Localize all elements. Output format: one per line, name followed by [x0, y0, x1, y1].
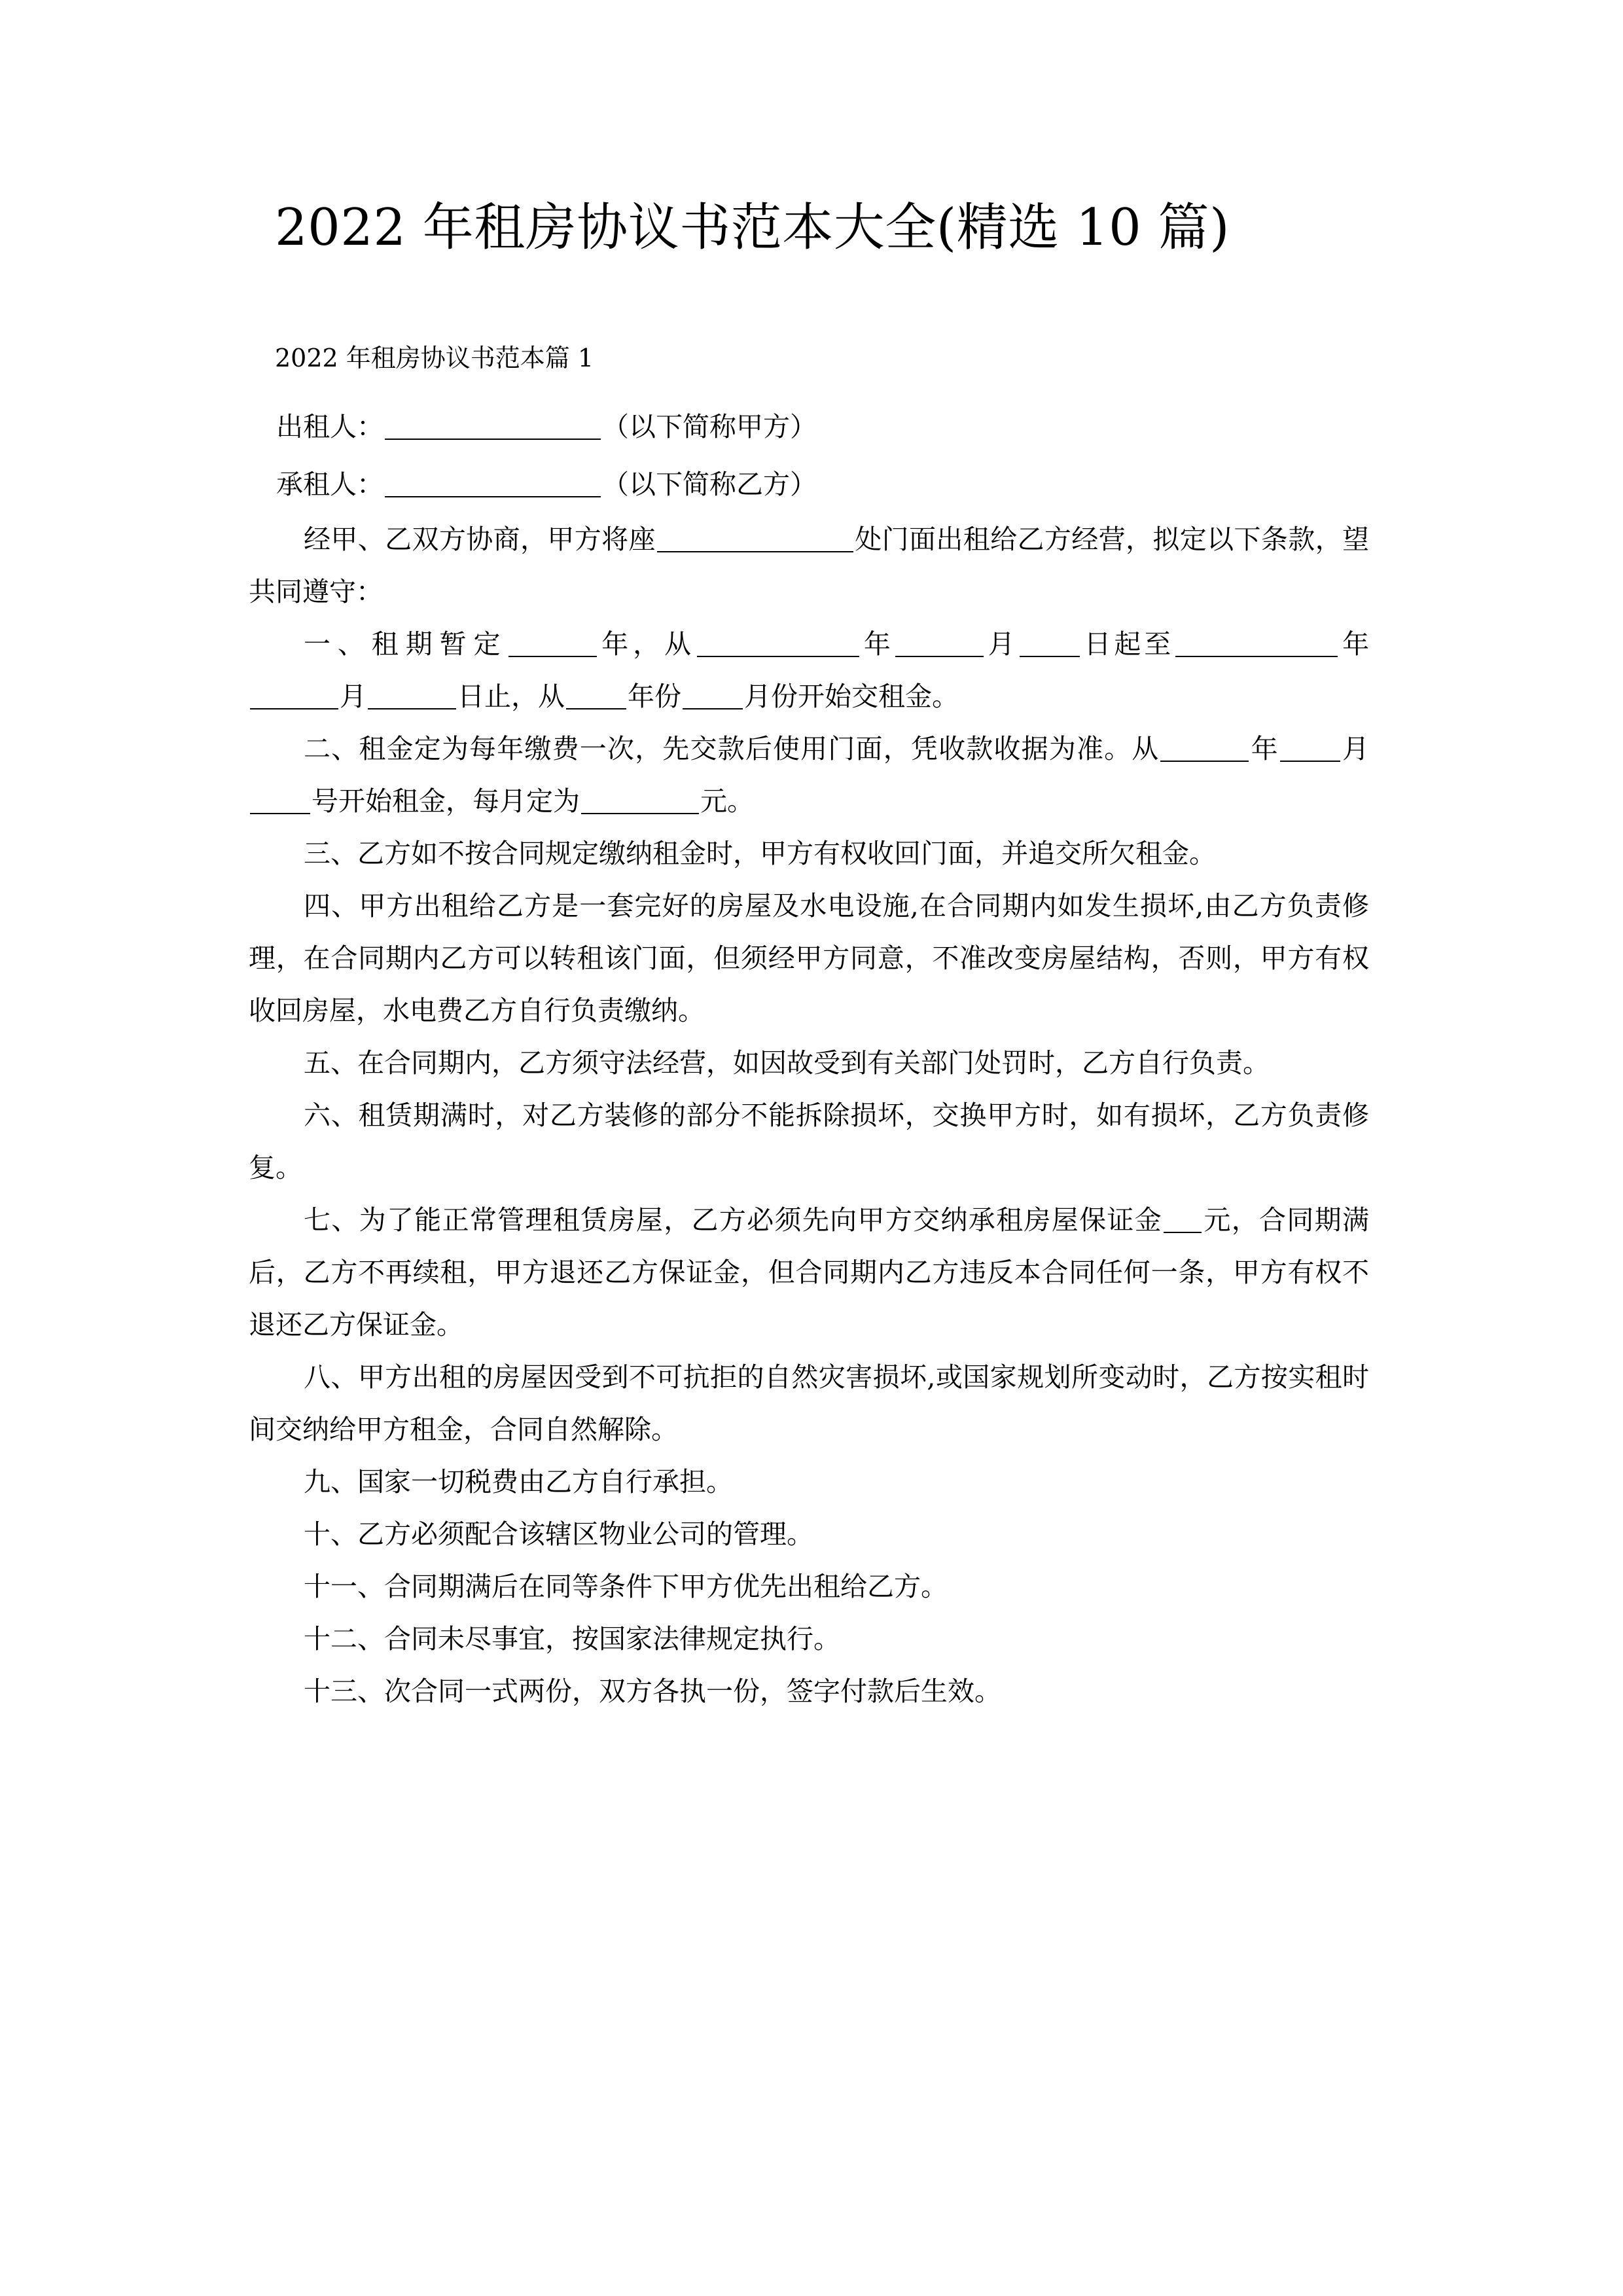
clause-10-text: 乙方必须配合该辖区物业公司的管理。: [357, 1518, 813, 1550]
clause-11-text: 合同期满后在同等条件下甲方优先出租给乙方。: [384, 1571, 948, 1602]
lessor-suffix: （以下简称甲方）: [602, 411, 817, 442]
clause-5: [249, 1037, 1369, 1089]
clause-4-number: 四、: [304, 890, 359, 922]
clause-1-part-0: 租期暂定: [371, 628, 508, 660]
clause-1-part-6: 月: [340, 681, 366, 712]
clause-12-number: 十二、: [304, 1623, 384, 1655]
clause-1-blank-end-month: [250, 682, 338, 709]
clause-1-number: 一、: [304, 628, 372, 660]
clause-2-part-4: 元。: [700, 785, 754, 817]
clause-1-part-5: 年: [1339, 628, 1370, 660]
clause-1-blank-pay-month: [683, 682, 743, 709]
clause-7-part-0: 为了能正常管理租赁房屋，乙方必须先向甲方交纳承租房屋保证金: [359, 1204, 1163, 1236]
clause-1-part-3: 月: [984, 628, 1018, 660]
lessor-blank: [385, 412, 601, 440]
clause-1-part-2: 年: [860, 628, 894, 660]
clause-2-part-0: 租金定为每年缴费一次，先交款后使用门面，凭收款收据为准。从: [359, 733, 1160, 764]
clause-13-text: 次合同一式两份，双方各执一份，签字付款后生效。: [384, 1676, 1001, 1707]
clause-8: [249, 1351, 1369, 1456]
preamble-text-c: 拟定以下条款，望共同遵守：: [249, 524, 1369, 607]
clause-1-blank-start-day: [1020, 630, 1080, 657]
clause-6: [249, 1089, 1369, 1194]
clause-12-text: 合同未尽事宜，按国家法律规定执行。: [384, 1623, 840, 1655]
preamble-text-a: 经甲、乙双方协商，甲方将座: [304, 524, 656, 555]
clause-1-blank-years: [508, 630, 597, 657]
clause-3: [249, 827, 1369, 880]
clause-9-number: 九、: [304, 1466, 357, 1498]
lessee-suffix: （以下简称乙方）: [602, 469, 817, 500]
clause-13: [249, 1665, 1369, 1717]
clause-2-part-1: 年: [1250, 733, 1279, 764]
clause-7: [249, 1194, 1369, 1351]
clause-2-blank-month: [1280, 734, 1340, 762]
clause-2-blank-amount: [581, 787, 699, 814]
clause-7-blank-deposit: [1164, 1206, 1202, 1233]
clause-2-blank-day: [250, 787, 310, 814]
clause-3-text: 乙方如不按合同规定缴纳租金时，甲方有权收回门面，并追交所欠租金。: [357, 838, 1216, 869]
lessee-line: [249, 456, 1369, 513]
clause-1-part-7: 日止，从: [457, 681, 565, 712]
clause-4: [249, 880, 1369, 1037]
clause-10: [249, 1508, 1369, 1560]
preamble-paragraph: [249, 513, 1369, 618]
clause-9-text: 国家一切税费由乙方自行承担。: [357, 1466, 733, 1498]
clause-1-part-9: 月份开始交租金。: [744, 681, 959, 712]
clause-13-number: 十三、: [304, 1676, 384, 1707]
clause-2-part-2: 月: [1341, 733, 1370, 764]
clause-9: [249, 1456, 1369, 1508]
lessee-label: 承租人：: [276, 469, 383, 500]
clause-1-part-1: 年，从: [598, 628, 696, 660]
clause-1-part-4: 日起至: [1080, 628, 1175, 660]
clause-7-part-1: 元，合同期满后，乙方不再续租，甲方退还乙方保证金，但合同期内乙方违反本合同任何一条，甲方有权不退还乙方保证金。: [249, 1204, 1370, 1340]
clause-1-blank-start-year: [697, 630, 859, 657]
clause-1-blank-end-day: [368, 682, 456, 709]
lessor-label: 出租人：: [276, 411, 383, 442]
clause-3-number: 三、: [304, 838, 357, 869]
clause-11-number: 十一、: [304, 1571, 384, 1602]
preamble-text-b: 处门面出租给乙方经营，: [854, 524, 1153, 555]
clause-6-text: 租赁期满时，对乙方装修的部分不能拆除损坏，交换甲方时，如有损坏，乙方负责修复。: [249, 1100, 1370, 1183]
clause-7-number: 七、: [304, 1204, 359, 1236]
clause-5-number: 五、: [304, 1047, 357, 1079]
clause-1: [249, 618, 1369, 723]
clause-8-number: 八、: [304, 1361, 358, 1393]
lessor-line: [249, 398, 1369, 456]
clause-1-blank-start-month: [895, 630, 984, 657]
clause-12: [249, 1613, 1369, 1665]
clause-1-part-8: 年份: [628, 681, 681, 712]
clause-2: [249, 723, 1369, 827]
clause-8-text: 甲方出租的房屋因受到不可抗拒的自然灾害损坏,或国家规划所变动时，乙方按实租时间交纳给甲方租金，合同自然解除。: [249, 1361, 1370, 1445]
clause-2-blank-year: [1160, 734, 1249, 762]
document-body: [249, 335, 1369, 1717]
clause-11: [249, 1560, 1369, 1613]
clause-5-text: 在合同期内，乙方须守法经营，如因故受到有关部门处罚时，乙方自行负责。: [357, 1047, 1270, 1079]
clause-1-blank-end-year: [1175, 630, 1338, 657]
clause-10-number: 十、: [304, 1518, 357, 1550]
clause-4-text: 甲方出租给乙方是一套完好的房屋及水电设施,在合同期内如发生损坏,由乙方负责修理，在合同期内乙方可以转租该门面，但须经甲方同意，不准改变房屋结构，否则，甲方有权收回房屋，水电费乙方自行负责缴纳。: [249, 890, 1370, 1026]
clause-2-number: 二、: [304, 733, 359, 764]
lessee-blank: [385, 470, 601, 497]
premises-blank: [657, 525, 853, 552]
clause-2-part-3: 号开始租金，每月定为: [312, 785, 580, 817]
section-heading: 2022 年租房协议书范本篇 1: [275, 344, 594, 372]
clause-6-number: 六、: [304, 1100, 359, 1131]
page-title: 2022 年租房协议书范本大全(精选 10 篇): [275, 198, 1230, 257]
clause-1-blank-pay-year: [566, 682, 626, 709]
